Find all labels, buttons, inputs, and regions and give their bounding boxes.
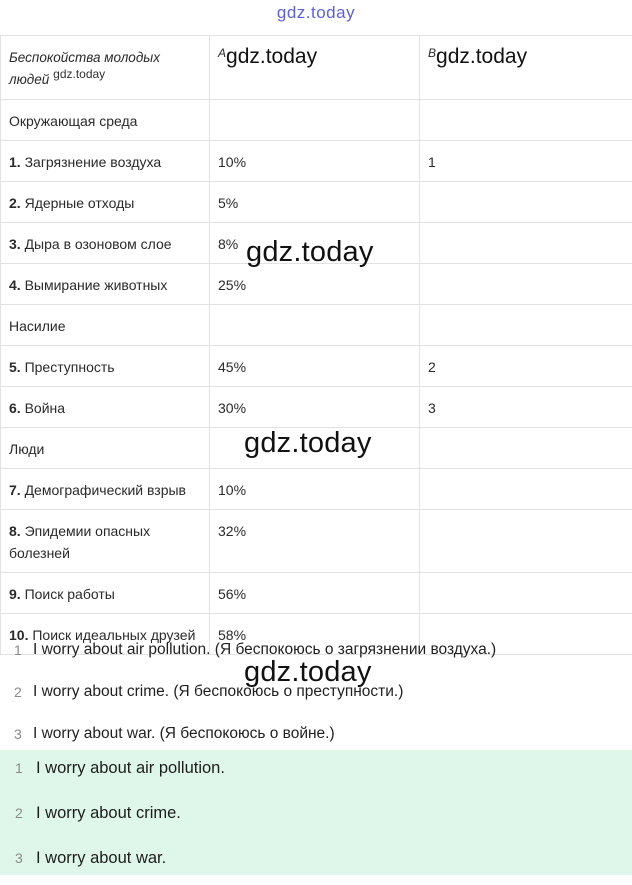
item-number: 9. [9,586,21,602]
section-row [1,305,632,346]
top-watermark: gdz.today [0,0,632,28]
worry-cell [1,469,210,510]
worry-label: Война [25,400,65,416]
percent-cell: 56% [210,573,420,614]
worry-cell [1,264,210,305]
percent-cell: 32% [210,510,420,573]
answer-item [0,674,632,716]
worry-label: Вымирание животных [25,277,168,293]
worry-cell [1,182,210,223]
answer-text: I worry about air pollution. (Я беспокоюсь о загрязнении воздуха.) [33,641,496,659]
item-number: 1. [9,154,21,170]
worry-cell [1,387,210,428]
table-body [1,100,632,655]
percent-cell: 10% [210,469,420,510]
item-number: 6. [9,400,21,416]
header-watermark-a: gdz.today [226,45,317,68]
item-number: 5. [9,359,21,375]
rank-cell [420,573,632,614]
worry-label: Дыра в озоновом слое [25,236,172,252]
table-header-row [1,36,632,100]
rank-cell [420,469,632,510]
worry-label: Эпидемии опасных болезней [9,523,150,561]
table-row [1,182,632,223]
answer-number: 1 [14,642,22,658]
percent-cell: 45% [210,346,420,387]
final-answer-item [0,750,632,795]
percent-cell: 10% [210,141,420,182]
answer-number: 3 [14,726,22,742]
percent-cell: 58% [210,614,420,655]
table-row [1,346,632,387]
percent-cell: 5% [210,182,420,223]
percent-cell [210,305,420,346]
item-number: 7. [9,482,21,498]
item-number: 10. [9,627,28,643]
header-watermark-b: gdz.today [436,45,527,68]
header-letter-b: B [428,46,436,60]
worry-cell [1,346,210,387]
item-number: 3. [9,236,21,252]
rank-cell: 1 [420,141,632,182]
worry-cell [1,141,210,182]
worry-label: Поиск идеальных друзей [32,627,195,643]
worry-label: Преступность [25,359,115,375]
rank-cell: 2 [420,346,632,387]
percent-cell: 25% [210,264,420,305]
final-answer-number: 1 [15,760,23,776]
header-cell-a [210,36,420,100]
header-letter-a: A [218,46,226,60]
worries-table [0,35,632,655]
rank-cell [420,510,632,573]
final-answer-text: I worry about air pollution. [36,759,225,778]
worry-cell [1,428,210,469]
worry-cell [1,100,210,141]
answer-text: I worry about war. (Я беспокоюсь о войне.) [33,725,335,743]
header-watermark: gdz.today [53,67,105,81]
table-row [1,141,632,182]
watermark-overlay-1: gdz.today [246,236,374,269]
final-answer-number: 3 [15,850,23,866]
final-answer-item [0,840,632,885]
rank-cell [420,264,632,305]
rank-cell [420,428,632,469]
final-answer-text: I worry about war. [36,849,166,868]
rank-cell [420,305,632,346]
item-number: 8. [9,523,21,539]
worry-cell [1,573,210,614]
table-row [1,264,632,305]
header-cell-worries [1,36,210,100]
rank-cell [420,182,632,223]
worry-cell [1,223,210,264]
answer-item [0,632,632,674]
answer-text: I worry about crime. (Я беспокоюсь о преступности.) [33,683,403,701]
worry-cell [1,305,210,346]
answers-list [0,632,632,758]
answer-number: 2 [14,684,22,700]
table-row [1,387,632,428]
worry-label: Насилие [9,318,66,334]
rank-cell [420,100,632,141]
percent-cell: 30% [210,387,420,428]
table-row [1,573,632,614]
header-cell-b [420,36,632,100]
item-number: 2. [9,195,21,211]
table-row [1,510,632,573]
percent-cell: 8% [210,223,420,264]
header-title: Беспокойства молодых людей [9,50,160,87]
rank-cell [420,223,632,264]
worry-cell [1,510,210,573]
worry-label: Поиск работы [25,586,115,602]
watermark-overlay-3: gdz.today [244,656,372,689]
item-number: 4. [9,277,21,293]
percent-cell [210,100,420,141]
final-answers-panel [0,750,632,875]
final-answer-text: I worry about crime. [36,804,181,823]
worry-label: Загрязнение воздуха [25,154,162,170]
section-row [1,100,632,141]
worry-label: Окружающая среда [9,113,137,129]
worry-label: Люди [9,441,44,457]
worry-label: Ядерные отходы [25,195,135,211]
final-answer-item [0,795,632,840]
table-row [1,469,632,510]
rank-cell: 3 [420,387,632,428]
worry-label: Демографический взрыв [25,482,186,498]
final-answer-number: 2 [15,805,23,821]
watermark-overlay-2: gdz.today [244,427,372,460]
